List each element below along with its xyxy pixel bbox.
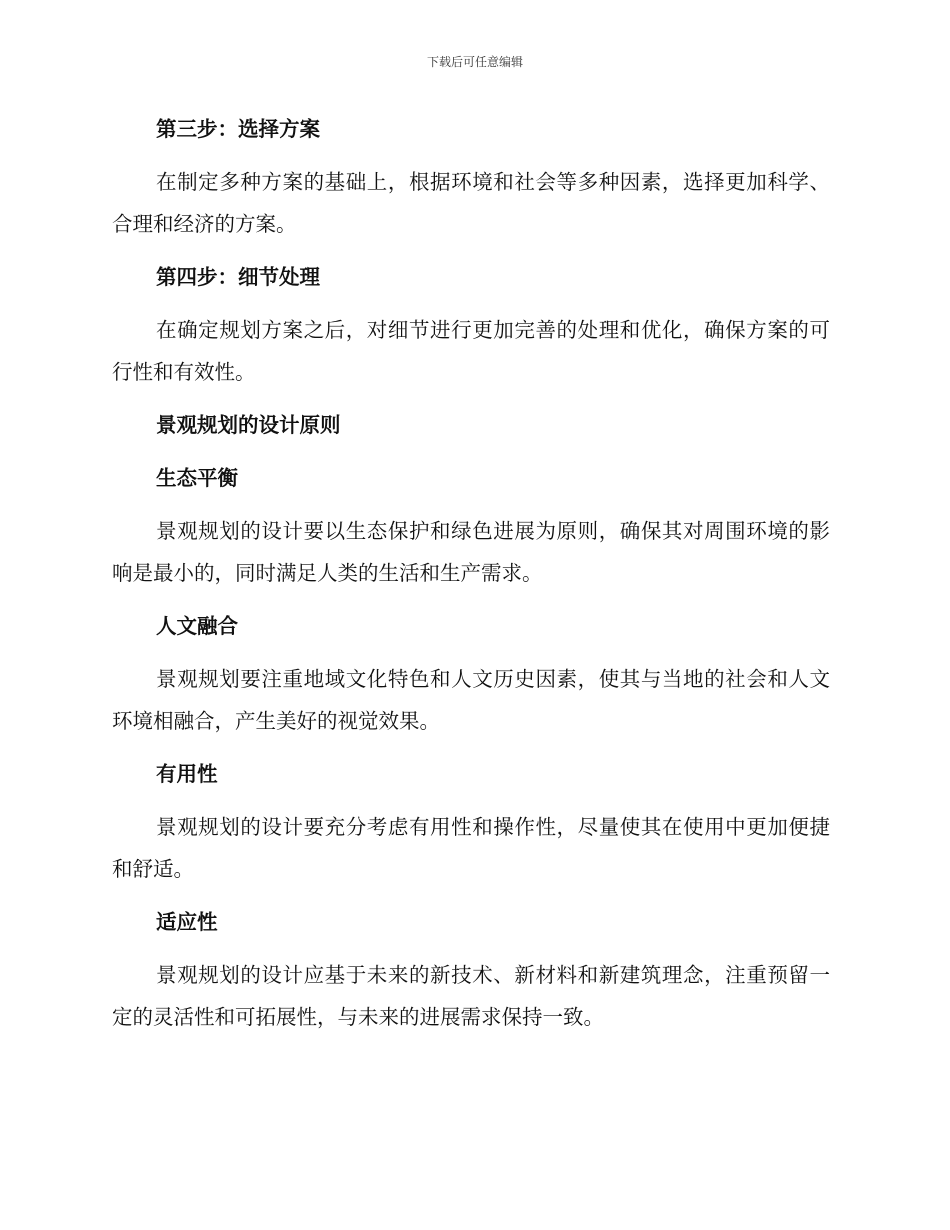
paragraph-ecological-balance: 景观规划的设计要以生态保护和绿色进展为原则，确保其对周围环境的影响是最小的，同时满足人类的生活和生产需求。 <box>112 519 830 585</box>
subheading-adaptability: 适应性 <box>156 910 218 934</box>
paragraph-usefulness: 景观规划的设计要充分考虑有用性和操作性，尽量使其在使用中更加便捷和舒适。 <box>112 815 830 881</box>
paragraph-adaptability: 景观规划的设计应基于未来的新技术、新材料和新建筑理念，注重预留一定的灵活性和可拓展性，与未来的进展需求保持一致。 <box>112 963 830 1029</box>
subheading-usefulness: 有用性 <box>156 762 218 786</box>
document-body <box>112 108 830 1049</box>
subheading-cultural-integration: 人文融合 <box>156 614 238 638</box>
paragraph-cultural-integration: 景观规划要注重地域文化特色和人文历史因素，使其与当地的社会和人文环境相融合，产生美好的视觉效果。 <box>112 667 830 733</box>
section-heading-design-principles: 景观规划的设计原则 <box>156 413 341 437</box>
paragraph-step-three: 在制定多种方案的基础上，根据环境和社会等多种因素，选择更加科学、合理和经济的方案。 <box>112 170 830 236</box>
subheading-ecological-balance: 生态平衡 <box>156 466 238 490</box>
page-header: 下载后可任意编辑 <box>426 55 523 69</box>
section-heading-step-three: 第三步：选择方案 <box>156 117 320 141</box>
section-heading-step-four: 第四步：细节处理 <box>156 265 320 289</box>
paragraph-step-four: 在确定规划方案之后，对细节进行更加完善的处理和优化，确保方案的可行性和有效性。 <box>112 318 830 384</box>
